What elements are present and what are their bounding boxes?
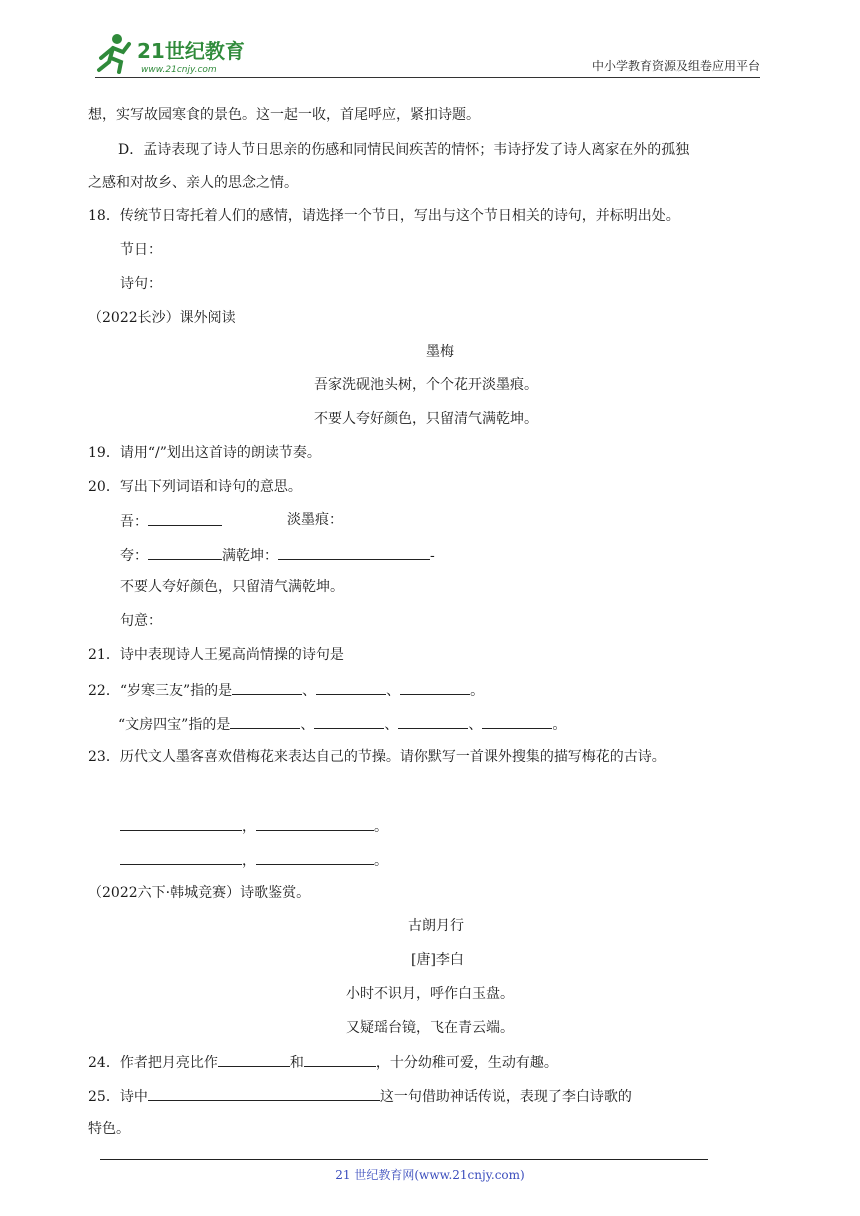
answer-blank[interactable] <box>400 679 470 695</box>
poem2-title: 古朗月行 <box>408 918 464 934</box>
logo <box>95 30 265 76</box>
answer-blank[interactable] <box>148 510 222 526</box>
q25-continuation: 特色。 <box>88 1121 130 1137</box>
answer-blank[interactable] <box>120 815 242 831</box>
source-note-2: （2022六下·韩城竞赛）诗歌鉴赏。 <box>88 885 311 901</box>
q20-row-1 <box>120 510 222 532</box>
option-d: D．孟诗表现了诗人节日思亲的伤感和同情民间疾苦的情怀；韦诗抒发了诗人离家在外的孤独 <box>118 142 690 158</box>
q20-wu-label: 吾： <box>120 514 148 530</box>
header-divider <box>95 77 760 78</box>
runner-icon <box>99 34 129 72</box>
q24-he: 和 <box>289 1055 304 1071</box>
q24-tail: ，十分幼稚可爱，生动有趣。 <box>375 1055 558 1071</box>
question-22-row-2 <box>118 713 566 735</box>
question-24 <box>88 1051 558 1073</box>
text-line: 之感和对故乡、亲人的思念之情。 <box>88 175 298 191</box>
poem1-line: 不要人夸好颜色，只留清气满乾坤。 <box>314 411 538 427</box>
poem1-title: 墨梅 <box>426 344 454 360</box>
q20-juyi-label: 句意： <box>120 613 162 629</box>
q24-label: 24．作者把月亮比作 <box>88 1055 218 1071</box>
answer-blank[interactable] <box>256 849 374 865</box>
answer-blank[interactable] <box>278 544 430 560</box>
poem2-author: [唐]李白 <box>411 952 464 968</box>
q23-answer-row <box>120 849 388 871</box>
separator: 。 <box>374 853 388 869</box>
source-note-1: （2022长沙）课外阅读 <box>88 310 236 326</box>
answer-blank[interactable] <box>314 713 384 729</box>
logo-url-text: www.21cnjy.com <box>141 65 217 75</box>
question-21: 21．诗中表现诗人王冕高尚情操的诗句是 <box>88 647 344 663</box>
answer-blank[interactable] <box>256 815 374 831</box>
platform-name: 中小学教育资源及组卷应用平台 <box>591 59 760 73</box>
poem2-line: 又疑瑶台镜，飞在青云端。 <box>346 1020 514 1036</box>
separator: 、 <box>468 717 483 733</box>
question-20: 20．写出下列词语和诗句的意思。 <box>88 479 302 495</box>
poem2-line: 小时不识月，呼作白玉盘。 <box>346 986 514 1002</box>
answer-blank[interactable] <box>148 1085 380 1101</box>
question-25 <box>88 1085 632 1107</box>
q20-manqiankun-label: 满乾坤： <box>222 548 278 564</box>
dash: - <box>430 548 435 564</box>
answer-blank[interactable] <box>482 713 552 729</box>
question-23: 23．历代文人墨客喜欢借梅花来表达自己的节操。请你默写一首课外搜集的描写梅花的古诗。 <box>88 749 666 765</box>
answer-blank[interactable] <box>316 679 386 695</box>
answer-blank[interactable] <box>120 849 242 865</box>
q20-sentence: 不要人夸好颜色，只留清气满乾坤。 <box>120 579 344 595</box>
q23-answer-row <box>120 815 388 837</box>
separator: 、 <box>300 717 315 733</box>
q20-kua-label: 夸： <box>120 548 148 564</box>
text-line: 想，实写故园寒食的景色。这一起一收，首尾呼应，紧扣诗题。 <box>88 107 480 123</box>
separator: 、 <box>302 683 317 699</box>
separator: 。 <box>552 717 567 733</box>
answer-blank[interactable] <box>218 1051 290 1067</box>
q22-label-a: 22．“岁寒三友”指的是 <box>88 683 233 699</box>
poem1-line: 吾家洗砚池头树，个个花开淡墨痕。 <box>314 377 538 393</box>
q25-label: 25．诗中 <box>88 1089 148 1105</box>
answer-blank[interactable] <box>148 544 222 560</box>
q22-label-b: “文房四宝”指的是 <box>118 717 231 733</box>
separator: 、 <box>386 683 401 699</box>
question-19: 19．请用“/”划出这首诗的朗读节奏。 <box>88 445 321 461</box>
separator: 、 <box>384 717 399 733</box>
separator: 。 <box>470 683 485 699</box>
answer-blank[interactable] <box>304 1051 376 1067</box>
separator: 。 <box>374 819 388 835</box>
footer-text: 21 世纪教育网(www.21cnjy.com) <box>335 1168 525 1182</box>
q18-poem-label: 诗句： <box>120 276 162 292</box>
q20-row-2 <box>120 544 435 566</box>
logo-main-text: 21世纪教育 <box>137 39 245 63</box>
q25-tail: 这一句借助神话传说，表现了李白诗歌的 <box>379 1089 632 1105</box>
answer-blank[interactable] <box>232 679 302 695</box>
separator: ， <box>242 819 256 835</box>
answer-blank[interactable] <box>398 713 468 729</box>
question-22-row-1 <box>88 679 484 701</box>
answer-blank[interactable] <box>230 713 300 729</box>
separator: ， <box>242 853 256 869</box>
footer-divider <box>100 1159 708 1160</box>
q18-festival-label: 节日： <box>120 242 162 258</box>
page-header <box>95 30 760 78</box>
q20-danmohen-label: 淡墨痕： <box>287 512 343 528</box>
question-18: 18．传统节日寄托着人们的感情，请选择一个节日，写出与这个节日相关的诗句，并标明出处。 <box>88 208 680 224</box>
